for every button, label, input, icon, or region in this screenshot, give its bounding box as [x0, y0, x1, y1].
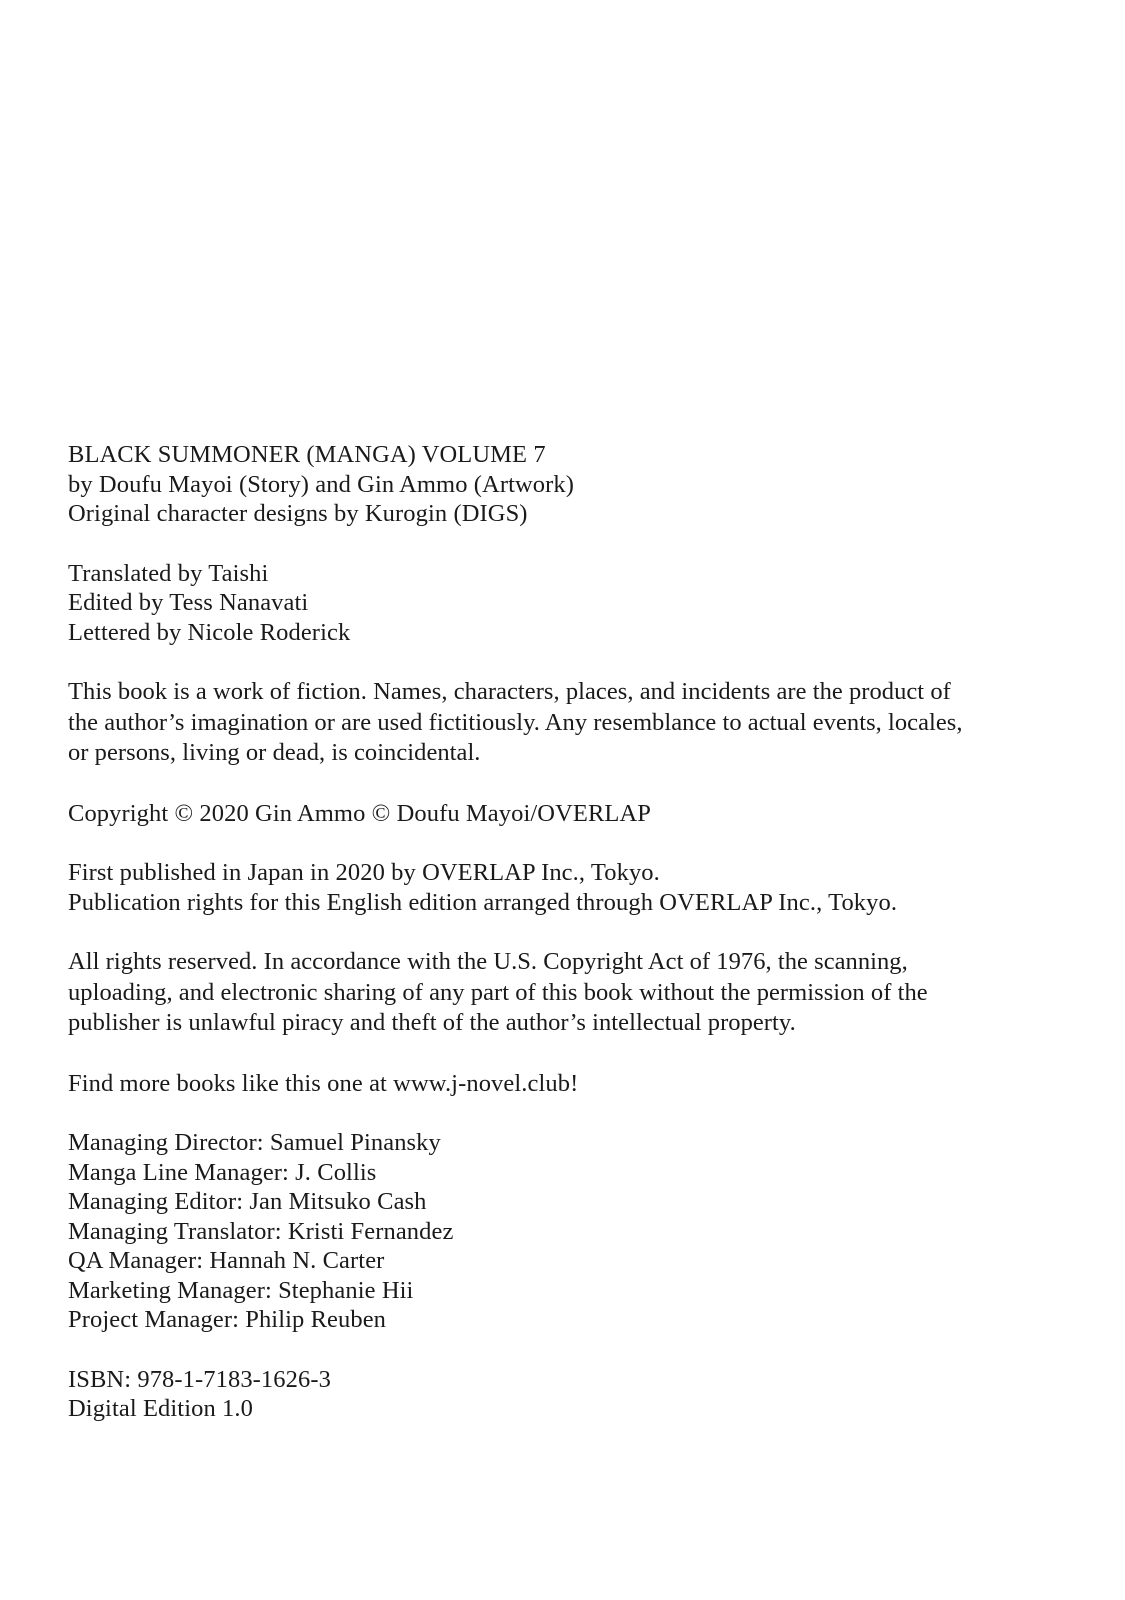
credit-marketing-manager: Marketing Manager: Stephanie Hii — [68, 1276, 414, 1304]
digital-edition: Digital Edition 1.0 — [68, 1395, 253, 1422]
credit-project-manager: Project Manager: Philip Reuben — [68, 1306, 387, 1333]
character-designer: Original character designs by Kurogin (DIGS) — [68, 500, 528, 527]
find-more-text: Find more books like this one at www.j-novel.club! — [68, 1069, 579, 1097]
title-block — [68, 440, 968, 529]
publication-rights-line: Publication rights for this English edition arranged through OVERLAP Inc., Tokyo. — [68, 888, 898, 916]
colophon-text-column — [68, 440, 968, 1424]
credit-manga-line-manager: Manga Line Manager: J. Collis — [68, 1158, 377, 1186]
letterer-credit: Lettered by Nicole Roderick — [68, 618, 351, 646]
publication-block — [68, 858, 968, 917]
isbn-number: ISBN: 978-1-7183-1626-3 — [68, 1365, 331, 1393]
book-title: BLACK SUMMONER (MANGA) VOLUME 7 — [68, 441, 546, 468]
rights-reserved-text: All rights reserved. In accordance with the U.S. Copyright Act of 1976, the scanning, uploading, and electronic sharing of any part of this book without the permission of the publisher is unlawful piracy and theft of the author’s intellectual property. — [68, 948, 928, 1036]
credit-managing-editor: Managing Editor: Jan Mitsuko Cash — [68, 1188, 427, 1215]
rights-reserved-block — [68, 947, 968, 1039]
copyright-notice: Copyright © 2020 Gin Ammo © Doufu Mayoi/OVERLAP — [68, 799, 651, 827]
copyright-notice-block — [68, 799, 968, 829]
credits-block — [68, 1128, 968, 1335]
translator-credit: Translated by Taishi — [68, 559, 269, 587]
staff-block — [68, 559, 968, 648]
first-published-line: First published in Japan in 2020 by OVERLAP Inc., Tokyo. — [68, 859, 660, 886]
credit-qa-manager: QA Manager: Hannah N. Carter — [68, 1247, 385, 1274]
isbn-block — [68, 1365, 968, 1424]
book-authors: by Doufu Mayoi (Story) and Gin Ammo (Artwork) — [68, 470, 575, 498]
fiction-disclaimer: This book is a work of fiction. Names, characters, places, and incidents are the product of the author’s imagination or are used fictitiously. Any resemblance to actual events, locales, or persons, living or dead, is coincidental. — [68, 678, 963, 766]
credit-managing-director: Managing Director: Samuel Pinansky — [68, 1129, 441, 1156]
find-more-block — [68, 1069, 968, 1099]
fiction-disclaimer-block — [68, 677, 968, 769]
editor-credit: Edited by Tess Nanavati — [68, 589, 309, 616]
credit-managing-translator: Managing Translator: Kristi Fernandez — [68, 1217, 454, 1245]
